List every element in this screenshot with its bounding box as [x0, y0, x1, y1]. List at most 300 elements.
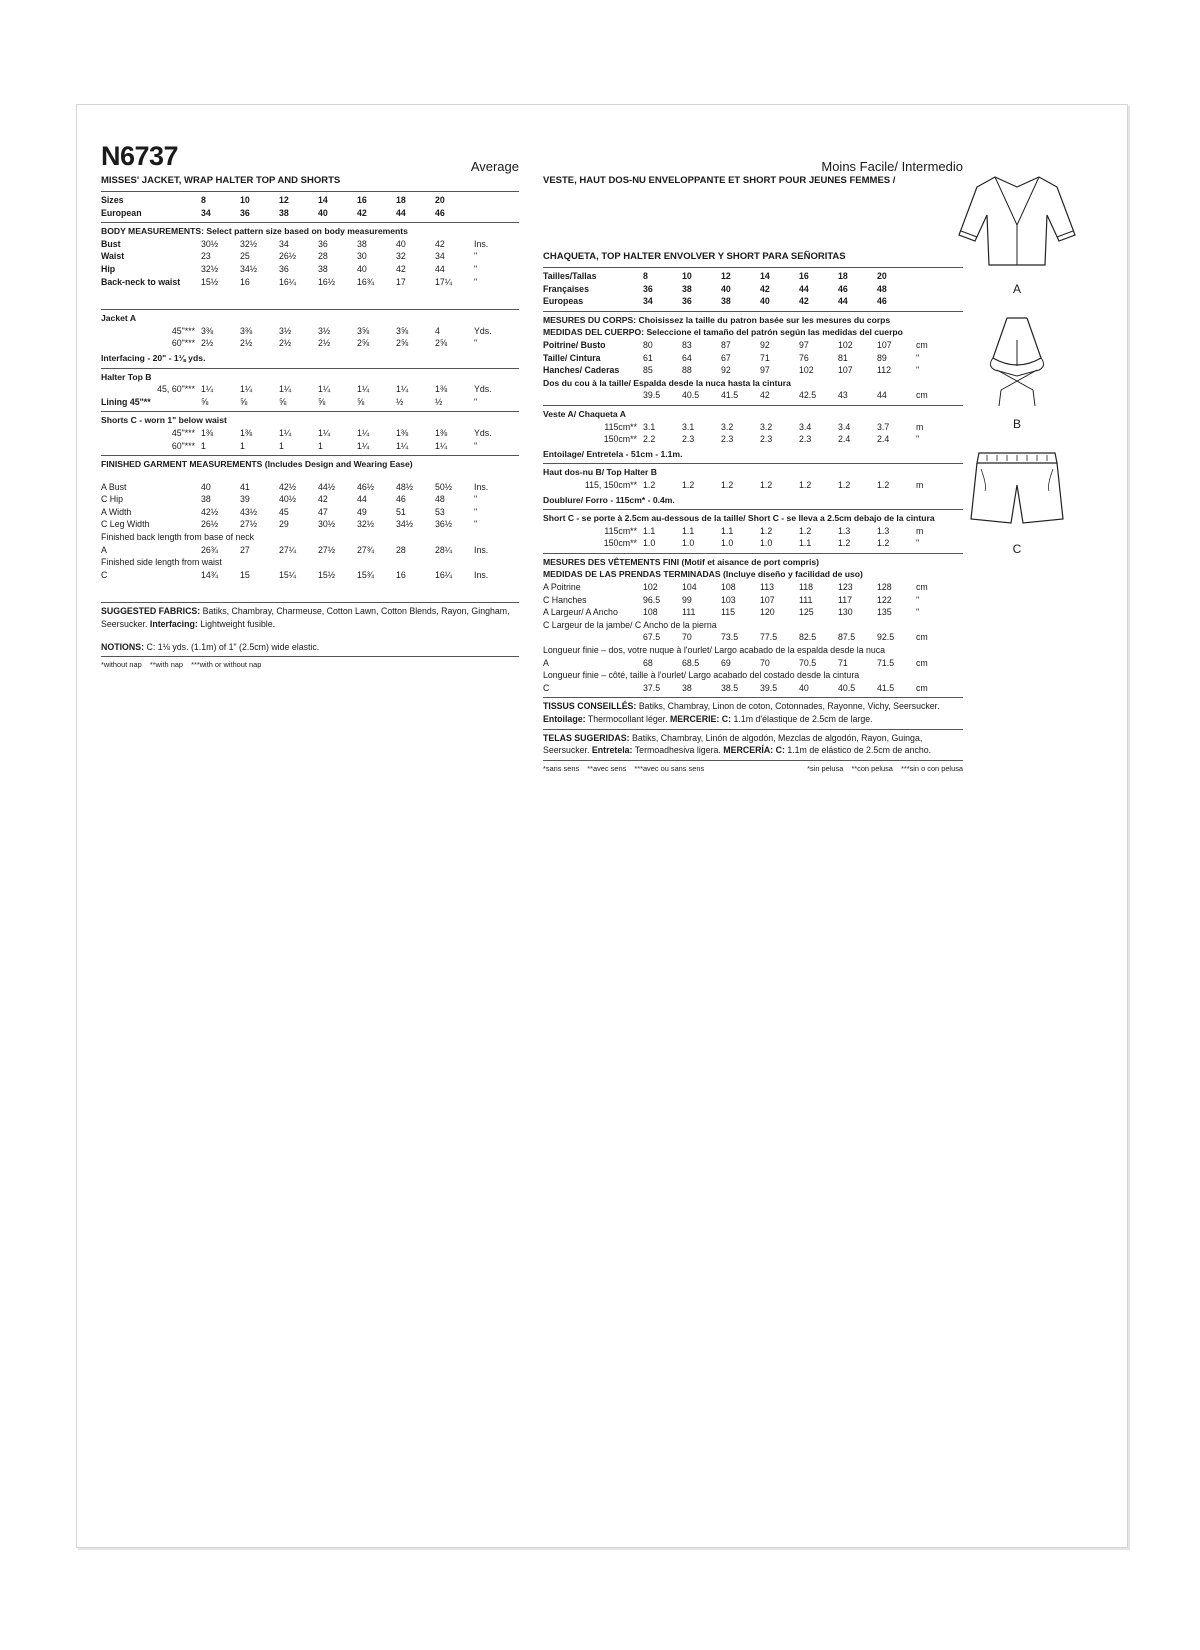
cell-value: 36 — [643, 283, 653, 294]
cell-value: 92 — [721, 365, 731, 376]
cell-value: 43 — [838, 390, 848, 401]
cell-value: 39.5 — [760, 682, 778, 693]
cell-value: 3.4 — [838, 421, 851, 432]
cell-value: 1¼ — [279, 384, 292, 395]
unit-label: " — [474, 519, 478, 530]
cell-value: 38 — [357, 238, 367, 249]
entoilage-label: Entoilage: — [543, 714, 586, 724]
cell-value: 50½ — [435, 481, 453, 492]
row-label: Hip — [101, 263, 116, 274]
footnotes — [101, 660, 519, 670]
cell-value: ⅝ — [240, 396, 248, 407]
row-label: 115, 150cm** — [584, 479, 637, 490]
row-label: Back-neck to waist — [101, 276, 181, 287]
cell-value: 1¼ — [396, 440, 409, 451]
footnote: *without nap — [101, 660, 142, 670]
entretela-text: Termoadhesiva ligera. — [634, 745, 721, 756]
cell-value: 40 — [201, 481, 211, 492]
cell-value: 1¼ — [318, 384, 331, 395]
table-row — [543, 421, 963, 434]
cell-value: 34 — [435, 251, 445, 262]
cell-value: 44 — [877, 390, 887, 401]
cell-value: 42 — [760, 390, 770, 401]
cell-value: 111 — [799, 594, 813, 605]
cell-value: 36 — [682, 296, 692, 307]
cell-value: 108 — [643, 607, 658, 618]
cell-value: 28 — [318, 251, 328, 262]
cell-value: 2⅝ — [435, 338, 448, 349]
cell-value: 1⅜ — [240, 427, 253, 438]
unit-label: cm — [916, 582, 928, 593]
cell-value: 1.2 — [682, 479, 695, 490]
cell-value: 2.3 — [760, 434, 773, 445]
cell-value: 30½ — [318, 519, 336, 530]
table-row — [101, 263, 519, 276]
cell-value: 51 — [396, 506, 406, 517]
sizes-row — [543, 270, 963, 283]
cell-value: 42.5 — [799, 390, 817, 401]
row-label: 115cm** — [604, 421, 637, 432]
cell-value: 2½ — [279, 338, 292, 349]
cell-value: 46½ — [357, 481, 375, 492]
cell-value: 40.5 — [682, 390, 700, 401]
cell-value: 1.2 — [838, 479, 851, 490]
row-label: Sizes — [101, 195, 124, 205]
cell-value: 115 — [721, 607, 736, 618]
table-row — [101, 481, 519, 494]
divider — [101, 455, 519, 456]
unit-label: " — [916, 594, 920, 605]
unit-label: " — [916, 352, 920, 363]
divider — [543, 463, 963, 464]
cell-value: 107 — [760, 594, 775, 605]
suggested-fabrics — [101, 605, 519, 630]
unit-label: Ins. — [474, 238, 489, 249]
table-row — [101, 238, 519, 251]
english-header — [101, 105, 519, 174]
row-label: C — [101, 569, 108, 580]
cell-value: 38 — [318, 263, 328, 274]
jacket-icon — [957, 165, 1077, 275]
mercerie-label: MERCERIE: C: — [669, 714, 732, 724]
cell-value: 73.5 — [721, 632, 739, 643]
table-row — [543, 389, 963, 402]
unit-label: " — [916, 365, 920, 376]
row-label: C — [543, 682, 550, 693]
cell-value: 20 — [435, 195, 445, 205]
halter-heading: Halter Top B — [101, 371, 152, 382]
telas-text: Batiks, Chambray, Linón de algodón, Mezclas de algodón, Rayon, Guinga, Seersucker. — [543, 732, 923, 756]
divider — [101, 309, 519, 310]
cell-value: 44 — [838, 296, 848, 307]
cell-value: 32 — [396, 251, 406, 262]
cell-value: 34 — [279, 238, 289, 249]
cell-value: 53 — [435, 506, 445, 517]
cell-value: 29 — [279, 519, 289, 530]
row-label: A — [101, 544, 107, 555]
cell-value: 30 — [357, 251, 367, 262]
cell-value: 2½ — [240, 338, 253, 349]
cell-value: 1¼ — [357, 384, 370, 395]
unit-label: " — [474, 251, 478, 262]
row-label: 115cm** — [604, 525, 637, 536]
cell-value: 36½ — [435, 519, 453, 530]
unit-label: cm — [916, 390, 928, 401]
body-heading-fr: MESURES DU CORPS: Choisissez la taille du patron basée sur les mesures du corps — [543, 314, 891, 325]
row-label — [543, 631, 643, 644]
cell-value: 27¼ — [279, 544, 297, 555]
cell-value: 82.5 — [799, 632, 817, 643]
cell-value: 1.2 — [799, 479, 812, 490]
cell-value: 26½ — [279, 251, 297, 262]
cell-value: 85 — [643, 365, 653, 376]
cell-value: 88 — [682, 365, 692, 376]
cell-value: 44 — [396, 207, 406, 218]
finished-heading-es: MEDIDAS DE LAS PRENDAS TERMINADAS (Incluye diseño y facilidad de uso) — [543, 569, 863, 580]
pattern-title: MISSES' JACKET, WRAP HALTER TOP AND SHORTS — [101, 175, 341, 186]
cell-value: 1 — [201, 440, 206, 451]
cell-value: 1.0 — [760, 538, 773, 549]
cell-value: 3.2 — [721, 421, 734, 432]
cell-value: 108 — [721, 582, 736, 593]
cell-value: 3.1 — [682, 421, 695, 432]
cell-value: 102 — [799, 365, 814, 376]
cell-value: 42 — [760, 283, 770, 294]
halter-yardage-table-fr — [543, 479, 963, 492]
cell-value: 40 — [318, 207, 328, 218]
table-row — [543, 682, 963, 695]
cell-value: 3.4 — [799, 421, 812, 432]
telas-label: TELAS SUGERIDAS: — [543, 732, 630, 743]
table-row — [101, 383, 519, 396]
cell-value: 36 — [240, 207, 250, 218]
cell-value: ⅝ — [357, 396, 365, 407]
cell-value: 15½ — [201, 276, 219, 287]
cell-value: 44 — [435, 263, 445, 274]
row-label: Taille/ Cintura — [543, 352, 601, 363]
cell-value: 34½ — [396, 519, 414, 530]
footnote: **avec sens — [587, 763, 627, 773]
unit-label: Yds. — [474, 427, 492, 438]
cell-value: 42 — [357, 207, 367, 218]
table-row — [543, 364, 963, 377]
table-row — [101, 518, 519, 531]
shorts-heading-fr: Short C - se porte à 2.5cm au-dessous de la taille/ Short C - se lleva a 2.5cm debajo de la cintura — [543, 513, 935, 524]
cell-value: 46 — [396, 494, 406, 505]
francaises-row — [543, 283, 963, 296]
cell-value: 2½ — [318, 338, 331, 349]
cell-value: 68 — [643, 657, 653, 668]
jacket-heading-fr: Veste A/ Chaqueta A — [543, 408, 626, 419]
cell-value: 89 — [877, 352, 887, 363]
cell-value: 1¼ — [318, 427, 331, 438]
table-row — [101, 440, 519, 453]
pattern-title-fr: VESTE, HAUT DOS-NU ENVELOPPANTE ET SHORT POUR JEUNES FEMMES / — [543, 175, 896, 186]
shorts-yardage-table-fr — [543, 525, 963, 550]
row-label: C Hip — [101, 494, 123, 505]
cell-value: 36 — [318, 238, 328, 249]
divider — [543, 405, 963, 406]
row-label: 45"*** — [171, 325, 195, 336]
entretela-label: Entretela: — [591, 745, 633, 756]
divider — [543, 267, 963, 268]
row-label: Poitrine/ Busto — [543, 339, 606, 350]
merceria-text: 1.1m de elástico de 2.5cm de ancho. — [787, 745, 932, 756]
cell-value: 71 — [838, 657, 848, 668]
footnotes-es — [807, 764, 963, 774]
telas-sugeridas — [543, 732, 963, 757]
cell-value: 26½ — [201, 519, 219, 530]
cell-value: 16 — [240, 276, 250, 287]
cell-value: 47 — [318, 506, 328, 517]
cell-value: 14¾ — [201, 569, 219, 580]
cell-value: 18 — [838, 271, 848, 281]
table-row — [101, 544, 519, 557]
divider — [101, 191, 519, 192]
row-label: Bust — [101, 238, 121, 249]
cell-value: 1.2 — [838, 538, 851, 549]
cell-value: 4 — [435, 325, 440, 336]
pattern-title-es: CHAQUETA, TOP HALTER ENVOLVER Y SHORT PARA SEÑORITAS — [543, 251, 846, 262]
cell-value: 32½ — [240, 238, 258, 249]
cell-value: 2.4 — [838, 434, 851, 445]
cell-value: 32½ — [201, 263, 219, 274]
back-label-fr: Longueur finie – dos, votre nuque à l'ourlet/ Largo acabado de la espalda desde la nuca — [543, 645, 886, 656]
divider — [101, 411, 519, 412]
unit-label: " — [474, 440, 478, 451]
row-label — [543, 389, 643, 402]
cell-value: 8 — [643, 271, 648, 281]
cell-value: 44 — [357, 494, 367, 505]
side-length-label: Finished side length from waist — [101, 557, 222, 568]
cell-value: 123 — [838, 582, 853, 593]
cell-value: 68.5 — [682, 657, 700, 668]
cell-value: 2.2 — [643, 434, 656, 445]
cell-value: 34 — [201, 207, 211, 218]
unit-label: m — [916, 421, 924, 432]
cell-value: 1.2 — [721, 479, 734, 490]
cell-value: 1.3 — [877, 525, 890, 536]
cell-value: 135 — [877, 607, 892, 618]
cell-value: 122 — [877, 594, 892, 605]
cell-value: 37.5 — [643, 682, 661, 693]
cell-value: 38 — [682, 283, 692, 294]
cell-value: 97 — [760, 365, 770, 376]
table-row — [543, 352, 963, 365]
side-label-fr: Longueur finie – côté, taille à l'ourlet/ Largo acabado del costado desde la cintura — [543, 670, 860, 681]
cell-value: 69 — [721, 657, 731, 668]
cell-value: 38 — [721, 296, 731, 307]
cell-value: 1¼ — [201, 384, 214, 395]
cell-value: 16½ — [318, 276, 336, 287]
cell-value: 27½ — [318, 544, 336, 555]
cell-value: 45 — [279, 506, 289, 517]
cell-value: 1¼ — [240, 384, 253, 395]
table-row — [101, 569, 519, 582]
cell-value: 39.5 — [643, 390, 661, 401]
cell-value: 27½ — [240, 519, 258, 530]
cell-value: 15 — [240, 569, 250, 580]
divider — [543, 697, 963, 698]
fabrics-label: SUGGESTED FABRICS: — [101, 606, 201, 617]
cell-value: 38 — [201, 494, 211, 505]
unit-label: cm — [916, 339, 928, 350]
leg-row — [543, 631, 963, 644]
cell-value: 1¼ — [357, 427, 370, 438]
table-row — [543, 479, 963, 492]
cell-value: 2.4 — [877, 434, 890, 445]
body-measurements-heading: BODY MEASUREMENTS: Select pattern size based on body measurements — [101, 226, 408, 237]
cell-value: 77.5 — [760, 632, 778, 643]
finished-measurements-table-fr — [543, 581, 963, 619]
cell-value: 3⅜ — [201, 325, 214, 336]
cell-value: 1.0 — [643, 538, 656, 549]
illustration-b — [957, 310, 1077, 431]
cell-value: 70 — [760, 657, 770, 668]
cell-value: 64 — [682, 352, 692, 363]
divider — [543, 729, 963, 730]
body-measurements-table-fr — [543, 339, 963, 377]
cell-value: 118 — [799, 582, 814, 593]
cell-value: 1.1 — [643, 525, 656, 536]
table-row — [543, 631, 963, 644]
cell-value: 67 — [721, 352, 731, 363]
nuque-label: Dos du cou à la taille/ Espalda desde la nuca hasta la cintura — [543, 377, 791, 388]
cell-value: 67.5 — [643, 632, 661, 643]
fabrics-text: Batiks, Chambray, Charmeuse, Cotton Lawn, Cotton Blends, Rayon, Gingham, Seersucker. — [101, 606, 510, 630]
cell-value: 14 — [760, 271, 770, 281]
jacket-heading: Jacket A — [101, 313, 137, 324]
cell-value: 1⅜ — [435, 384, 448, 395]
cell-value: 42 — [396, 263, 406, 274]
halter-top-icon — [957, 310, 1077, 410]
cell-value: 104 — [682, 582, 697, 593]
row-label: C Hanches — [543, 594, 587, 605]
cell-value: 42 — [799, 296, 809, 307]
notions-label: NOTIONS: — [101, 641, 145, 652]
cell-value: 97 — [799, 339, 809, 350]
cell-value: 1.0 — [682, 538, 695, 549]
cell-value: 27¾ — [357, 544, 375, 555]
cell-value: 40 — [721, 283, 731, 294]
cell-value: 130 — [838, 607, 853, 618]
cell-value: 3½ — [279, 325, 292, 336]
cell-value: 40 — [357, 263, 367, 274]
table-row — [101, 325, 519, 338]
shorts-heading: Shorts C - worn 1" below waist — [101, 415, 227, 426]
unit-label: m — [916, 525, 924, 536]
cell-value: 1¼ — [279, 427, 292, 438]
row-label: Françaises — [543, 283, 589, 294]
row-label: A Poitrine — [543, 582, 581, 593]
cell-value: ½ — [435, 396, 443, 407]
cell-value: 43½ — [240, 506, 258, 517]
unit-label: Ins. — [474, 569, 489, 580]
footnote: ***sin o con pelusa — [900, 763, 963, 773]
cell-value: 25 — [240, 251, 250, 262]
cell-value: 3.1 — [643, 421, 656, 432]
cell-value: 16¼ — [279, 276, 297, 287]
nuque-row — [543, 389, 963, 402]
cell-value: 46 — [877, 296, 887, 307]
cell-value: 102 — [643, 582, 658, 593]
back-length-row — [101, 544, 519, 557]
cell-value: 80 — [643, 339, 653, 350]
finished-measurements-table — [101, 481, 519, 531]
table-row — [543, 594, 963, 607]
cell-value: 1.0 — [721, 538, 734, 549]
row-label: 150cm** — [603, 538, 637, 549]
european-row — [101, 207, 519, 220]
mercerie-text: 1.1m d'élastique de 2.5cm de large. — [733, 714, 873, 724]
table-row — [543, 339, 963, 352]
row-label: Europeas — [543, 296, 584, 307]
cell-value: ½ — [396, 396, 404, 407]
cell-value: 16¼ — [435, 569, 453, 580]
unit-label: " — [474, 506, 478, 517]
unit-label: " — [474, 338, 478, 349]
cell-value: 41.5 — [721, 390, 739, 401]
cell-value: 128 — [877, 582, 892, 593]
row-label: A — [543, 657, 549, 668]
unit-label: " — [474, 494, 478, 505]
cell-value: 34 — [643, 296, 653, 307]
cell-value: 3.7 — [877, 421, 890, 432]
table-row — [543, 525, 963, 538]
cell-value: 87 — [721, 339, 731, 350]
cell-value: 12 — [721, 271, 731, 281]
cell-value: 70 — [682, 632, 692, 643]
cell-value: 1¼ — [357, 440, 370, 451]
body-measurements-table — [101, 238, 519, 288]
cell-value: ⅝ — [279, 396, 287, 407]
cell-value: 10 — [682, 271, 692, 281]
cell-value: 120 — [760, 607, 775, 618]
cell-value: 34½ — [240, 263, 258, 274]
footnote: *sin pelusa — [807, 763, 844, 773]
cell-value: 49 — [357, 506, 367, 517]
row-label: C Leg Width — [101, 519, 150, 530]
unit-label: " — [916, 434, 920, 445]
cell-value: 28¼ — [435, 544, 453, 555]
cell-value: 8 — [201, 195, 206, 205]
cell-value: 1 — [240, 440, 245, 451]
cell-value: 1.3 — [838, 525, 851, 536]
cell-value: 1¼ — [435, 440, 448, 451]
cell-value: 1.1 — [799, 538, 812, 549]
unit-label: Ins. — [474, 481, 489, 492]
table-row — [101, 337, 519, 350]
cell-value: 117 — [838, 594, 853, 605]
cell-value: 42 — [435, 238, 445, 249]
cell-value: 46 — [435, 207, 445, 218]
sizes-row — [101, 194, 519, 207]
cell-value: 76 — [799, 352, 809, 363]
cell-value: 107 — [838, 365, 853, 376]
cell-value: 36 — [279, 263, 289, 274]
merceria-label: MERCERÍA: C: — [723, 745, 785, 756]
halter-lining-fr: Doublure/ Forro - 115cm* - 0.4m. — [543, 494, 675, 505]
cell-value: 71.5 — [877, 657, 895, 668]
body-heading-es: MEDIDAS DEL CUERPO: Seleccione el tamaño del patrón según las medidas del cuerpo — [543, 327, 903, 338]
cell-value: 18 — [396, 195, 406, 205]
finished-heading: FINISHED GARMENT MEASUREMENTS (Includes Design and Wearing Ease) — [101, 459, 413, 470]
cell-value: 125 — [799, 607, 814, 618]
cell-value: 92.5 — [877, 632, 895, 643]
cell-value: 1.2 — [760, 525, 773, 536]
illustration-letter: C — [1012, 542, 1022, 556]
unit-label: Yds. — [474, 384, 492, 395]
